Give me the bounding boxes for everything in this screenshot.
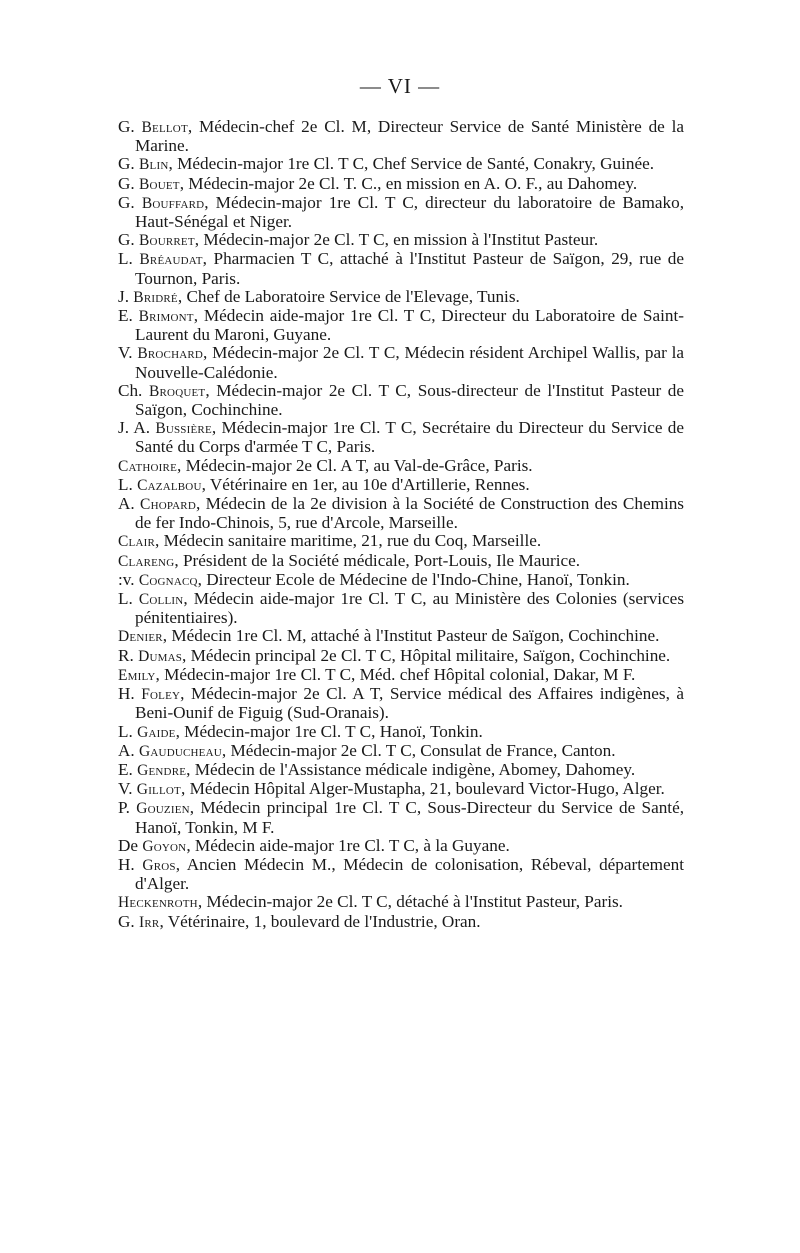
list-item — [118, 552, 684, 571]
entry-details: , Médecin aide-major 1re Cl. T C, à la Guyane. — [186, 835, 510, 855]
entry-name: Cazalbou — [137, 476, 202, 494]
list-item — [118, 893, 684, 912]
entry-name: Brochard — [137, 345, 204, 363]
entry-details: , Vétérinaire, 1, boulevard de l'Industrie, Oran. — [159, 911, 481, 931]
entry-details: , Médecin de l'Assistance médicale indigène, Abomey, Dahomey. — [186, 759, 636, 779]
entry-name: Collin — [138, 591, 184, 609]
entry-initial: E. — [118, 759, 133, 779]
list-item — [118, 155, 684, 174]
entry-initial: G. — [118, 154, 135, 174]
entry-name: Dumas — [138, 647, 183, 665]
entry-details: , Médecin-major 2e Cl. T C, en mission à l'Institut Pasteur. — [194, 230, 599, 250]
entry-name: Gillot — [136, 781, 181, 799]
list-item — [118, 419, 684, 456]
entry-name: Cathoire — [118, 457, 177, 475]
entry-initial: L. — [118, 589, 133, 609]
list-item — [118, 685, 684, 722]
list-item — [118, 175, 684, 194]
entry-details: , Directeur Ecole de Médecine de l'Indo-Chine, Hanoï, Tonkin. — [197, 569, 630, 589]
entry-name: Emily — [118, 666, 156, 684]
entry-initial: H. — [118, 684, 135, 704]
entry-details: , Médecin-major 2e Cl. A T, au Val-de-Grâce, Paris. — [177, 455, 533, 475]
list-item — [118, 532, 684, 551]
entry-name: Clair — [118, 533, 156, 551]
list-item — [118, 571, 684, 590]
entry-initial: G. — [118, 192, 135, 212]
entry-initial: L. — [118, 249, 133, 269]
entry-initial: E. — [118, 306, 133, 326]
entry-name: Bouet — [139, 175, 180, 193]
entry-name: Gendre — [137, 761, 187, 779]
entry-name: Blin — [139, 156, 169, 174]
entry-name: Clareng — [118, 552, 175, 570]
list-item — [118, 476, 684, 495]
entry-details: , Médecin-major 1re Cl. T C, Secrétaire du Directeur du Service de Santé du Corps d'armée T C, Paris. — [135, 418, 685, 457]
list-item — [118, 344, 684, 381]
entry-name: Gros — [142, 856, 176, 874]
entry-details: , Médecin aide-major 1re Cl. T C, Directeur du Laboratoire de Saint-Laurent du Maroni, Guyane. — [135, 306, 684, 345]
list-item — [118, 913, 684, 932]
entry-details: , Chef de Laboratoire Service de l'Elevage, Tunis. — [177, 286, 520, 306]
entry-name: Gaide — [137, 723, 176, 741]
list-item — [118, 799, 684, 836]
entry-name: Broquet — [148, 382, 206, 400]
entry-details: , Médecin-major 2e Cl. T. C., en mission en A. O. F., au Dahomey. — [179, 173, 638, 193]
entry-name: Cognacq — [138, 571, 198, 589]
entry-name: Bouffard — [141, 194, 205, 212]
list-item — [118, 627, 684, 646]
entry-initial: H. — [118, 854, 135, 874]
entry-details: , Médecin-major 1re Cl. T C, directeur du laboratoire de Bamako, Haut-Sénégal et Niger. — [135, 192, 685, 232]
entry-initial: P. — [118, 798, 130, 818]
list-item — [118, 288, 684, 307]
entry-details: , Médecin-major 1re Cl. T C, Méd. chef Hôpital colonial, Dakar, M F. — [155, 664, 636, 684]
list-item — [118, 647, 684, 666]
list-item — [118, 495, 684, 532]
entry-details: , Médecin-major 2e Cl. T C, Consulat de France, Canton. — [221, 740, 616, 760]
entry-name: Denier — [118, 628, 163, 646]
entry-details: , Médecin-major 2e Cl. T C, Médecin résident Archipel Wallis, par la Nouvelle-Calédonie. — [135, 343, 685, 382]
entry-initial: R. — [118, 645, 134, 665]
entry-name: Foley — [141, 686, 181, 704]
entry-name: Gouzien — [136, 800, 190, 818]
entry-details: , Médecin sanitaire maritime, 21, rue du Coq, Marseille. — [155, 531, 542, 551]
entry-name: Brimont — [138, 308, 194, 326]
entry-details: , Médecin-major 1re Cl. T C, Hanoï, Tonkin. — [175, 721, 483, 741]
entry-name: Heckenroth — [118, 894, 198, 912]
entry-name: Goyon — [142, 837, 187, 855]
list-item — [118, 723, 684, 742]
entry-details: , Pharmacien T C, attaché à l'Institut Pasteur de Saïgon, 29, rue de Tournon, Paris. — [135, 249, 685, 288]
entry-initial: J. — [118, 286, 129, 306]
entry-name: Bellot — [141, 119, 188, 136]
page-number: — VI — — [359, 74, 441, 98]
entry-initial: De — [118, 835, 139, 855]
entry-details: , Médecin principal 1re Cl. T C, Sous-Directeur du Service de Santé, Hanoï, Tonkin, M F. — [135, 798, 685, 837]
list-item — [118, 590, 684, 627]
list-item — [118, 307, 684, 344]
entry-details: , Médecin aide-major 1re Cl. T C, au Ministère des Colonies (services pénitentiaires). — [135, 589, 685, 628]
entry-details: , Ancien Médecin M., Médecin de colonisation, Rébeval, département d'Alger. — [135, 854, 685, 894]
entry-initial: L. — [118, 474, 133, 494]
entry-details: , Président de la Société médicale, Port-Louis, Ile Maurice. — [174, 550, 581, 570]
list-item — [118, 856, 684, 893]
list-item — [118, 742, 684, 761]
entry-initial: G. — [118, 911, 135, 931]
entry-details: , Vétérinaire en 1er, au 10e d'Artillerie, Rennes. — [201, 474, 530, 494]
entry-initial: G. — [118, 173, 135, 193]
entry-details: , Médecin-chef 2e Cl. M, Directeur Service de Santé Ministère de la Marine. — [135, 117, 684, 156]
entry-details: , Médecin-major 1re Cl. T C, Chef Service de Santé, Conakry, Guinée. — [168, 154, 655, 174]
entry-details: , Médecin principal 2e Cl. T C, Hôpital militaire, Saïgon, Cochinchine. — [182, 645, 671, 665]
list-item — [118, 382, 684, 419]
entry-initial: V. — [118, 343, 133, 363]
entry-name: Irr — [139, 913, 160, 931]
entry-initial: A. — [118, 740, 135, 760]
list-item — [118, 194, 684, 231]
entry-initial: L. — [118, 721, 133, 741]
list-item — [118, 837, 684, 856]
entry-details: , Médecin Hôpital Alger-Mustapha, 21, boulevard Victor-Hugo, Alger. — [180, 779, 665, 799]
entry-details: , Médecin-major 2e Cl. A T, Service médical des Affaires indigènes, à Beni-Ounif de Figuig (Sud-Oranais). — [135, 684, 684, 723]
member-list — [118, 118, 684, 932]
entry-name: Chopard — [140, 496, 196, 514]
list-item — [118, 780, 684, 799]
list-item — [118, 231, 684, 250]
entry-name: Bourret — [139, 232, 195, 250]
list-item — [118, 457, 684, 476]
entry-name: Bridré — [133, 288, 178, 306]
entry-initial: Ch. — [118, 380, 143, 400]
entry-name: Gauducheau — [139, 742, 222, 760]
entry-name: Bussière — [155, 420, 212, 438]
entry-initial: A. — [118, 494, 135, 514]
entry-details: , Médecin 1re Cl. M, attaché à l'Institut Pasteur de Saïgon, Cochinchine. — [162, 626, 660, 646]
entry-details: , Médecin-major 2e Cl. T C, détaché à l'Institut Pasteur, Paris. — [197, 892, 623, 912]
entry-name: Bréaudat — [139, 251, 203, 269]
entry-initial: J. A. — [118, 418, 151, 438]
list-item — [118, 250, 684, 287]
entry-initial: V. — [118, 779, 133, 799]
entry-initial: :v. — [118, 569, 135, 589]
entry-initial: G. — [118, 117, 135, 136]
list-item — [118, 118, 684, 155]
entry-initial: G. — [118, 230, 135, 250]
list-item — [118, 761, 684, 780]
entry-details: , Médecin-major 2e Cl. T C, Sous-directeur de l'Institut Pasteur de Saïgon, Cochinchine. — [135, 380, 685, 420]
list-item — [118, 666, 684, 685]
entry-details: , Médecin de la 2e division à la Société de Construction des Chemins de fer Indo-Chinois, 5, rue d'Arcole, Marseille. — [135, 494, 684, 533]
